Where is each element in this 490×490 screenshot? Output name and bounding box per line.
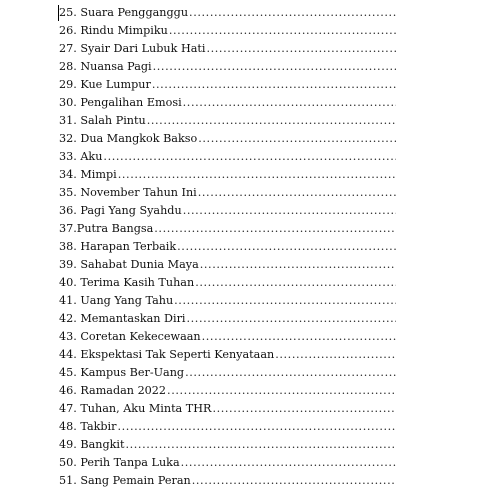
toc-entry[interactable] <box>59 148 396 166</box>
toc-entry-title: 25. Suara Pengganggu <box>59 6 189 19</box>
toc-entry-title: 35. November Tahun Ini <box>59 186 197 199</box>
toc-entry-title: 45. Kampus Ber-Uang <box>59 366 185 379</box>
toc-dot-leader <box>169 22 396 40</box>
toc-entry-title: 41. Uang Yang Tahu <box>59 294 174 307</box>
toc-entry[interactable] <box>59 310 396 328</box>
toc-dot-leader <box>174 292 396 310</box>
toc-entry[interactable] <box>59 400 396 418</box>
toc-dot-leader <box>183 202 396 220</box>
toc-dot-leader <box>183 94 396 112</box>
toc-entry-title: 26. Rindu Mimpiku <box>59 24 168 37</box>
toc-entry-title: 51. Sang Pemain Peran <box>59 474 191 487</box>
toc-entry[interactable] <box>59 76 396 94</box>
toc-entry[interactable] <box>59 454 396 472</box>
toc-dot-leader <box>167 382 396 400</box>
toc-dot-leader <box>212 400 396 418</box>
toc-entry-title: 36. Pagi Yang Syahdu <box>59 204 182 217</box>
toc-entry-title: 46. Ramadan 2022 <box>59 384 167 397</box>
toc-dot-leader <box>185 364 396 382</box>
toc-dot-leader <box>152 76 396 94</box>
toc-entry[interactable] <box>59 22 396 40</box>
toc-entry[interactable] <box>59 472 396 490</box>
toc-entry[interactable] <box>59 220 396 238</box>
toc-entry-title: 50. Perih Tanpa Luka <box>59 456 180 469</box>
toc-entry-title: 29. Kue Lumpur <box>59 78 151 91</box>
toc-entry-title: 30. Pengalihan Emosi <box>59 96 182 109</box>
toc-entry[interactable] <box>59 274 396 292</box>
toc-entry-title: 34. Mimpi <box>59 168 117 181</box>
toc-entry[interactable] <box>59 58 396 76</box>
toc-entry[interactable] <box>59 328 396 346</box>
toc-entry[interactable] <box>59 112 396 130</box>
toc-entry-title: 42. Memantaskan Diri <box>59 312 186 325</box>
toc-dot-leader <box>202 328 396 346</box>
toc-entry[interactable] <box>59 256 396 274</box>
toc-entry-title: 47. Tuhan, Aku Minta THR <box>59 402 212 415</box>
toc-dot-leader <box>153 58 396 76</box>
toc-entry[interactable] <box>59 184 396 202</box>
toc-dot-leader <box>192 472 396 490</box>
toc-entry-title: 39. Sahabat Dunia Maya <box>59 258 199 271</box>
toc-dot-leader <box>181 454 396 472</box>
toc-entry-title: 38. Harapan Terbaik <box>59 240 177 253</box>
toc-dot-leader <box>177 238 396 256</box>
toc-dot-leader <box>189 4 396 22</box>
toc-entry[interactable] <box>59 4 396 22</box>
toc-dot-leader <box>117 418 396 436</box>
toc-entry[interactable] <box>59 436 396 454</box>
toc-entry-title: 49. Bangkit <box>59 438 125 451</box>
toc-dot-leader <box>195 274 396 292</box>
toc-dot-leader <box>147 112 396 130</box>
toc-dot-leader <box>200 256 396 274</box>
toc-dot-leader <box>118 166 396 184</box>
toc-entry-title: 27. Syair Dari Lubuk Hati <box>59 42 206 55</box>
toc-entry[interactable] <box>59 346 396 364</box>
toc-entry-title: 37.Putra Bangsa <box>59 222 154 235</box>
toc-entry-title: 40. Terima Kasih Tuhan <box>59 276 195 289</box>
toc-entry[interactable] <box>59 238 396 256</box>
toc-entry[interactable] <box>59 40 396 58</box>
toc-entry[interactable] <box>59 130 396 148</box>
toc-entry[interactable] <box>59 202 396 220</box>
toc-entry[interactable] <box>59 364 396 382</box>
toc-entry-title: 48. Takbir <box>59 420 117 433</box>
toc-entry[interactable] <box>59 418 396 436</box>
toc-dot-leader <box>198 130 396 148</box>
toc-entry-title: 32. Dua Mangkok Bakso <box>59 132 198 145</box>
toc-dot-leader <box>275 346 396 364</box>
toc-entry[interactable] <box>59 292 396 310</box>
toc-entry-title: 33. Aku <box>59 150 103 163</box>
toc-entry-title: 43. Coretan Kekecewaan <box>59 330 201 343</box>
toc-dot-leader <box>125 436 396 454</box>
toc-entry[interactable] <box>59 382 396 400</box>
toc-dot-leader <box>187 310 397 328</box>
toc-entry-title: 28. Nuansa Pagi <box>59 60 152 73</box>
toc-dot-leader <box>206 40 396 58</box>
toc-entry[interactable] <box>59 94 396 112</box>
toc-entry[interactable] <box>59 166 396 184</box>
table-of-contents <box>59 4 396 490</box>
toc-dot-leader <box>198 184 396 202</box>
toc-dot-leader <box>154 220 396 238</box>
toc-entry-title: 44. Ekspektasi Tak Seperti Kenyataan <box>59 348 275 361</box>
toc-entry-title: 31. Salah Pintu <box>59 114 146 127</box>
toc-dot-leader <box>103 148 396 166</box>
